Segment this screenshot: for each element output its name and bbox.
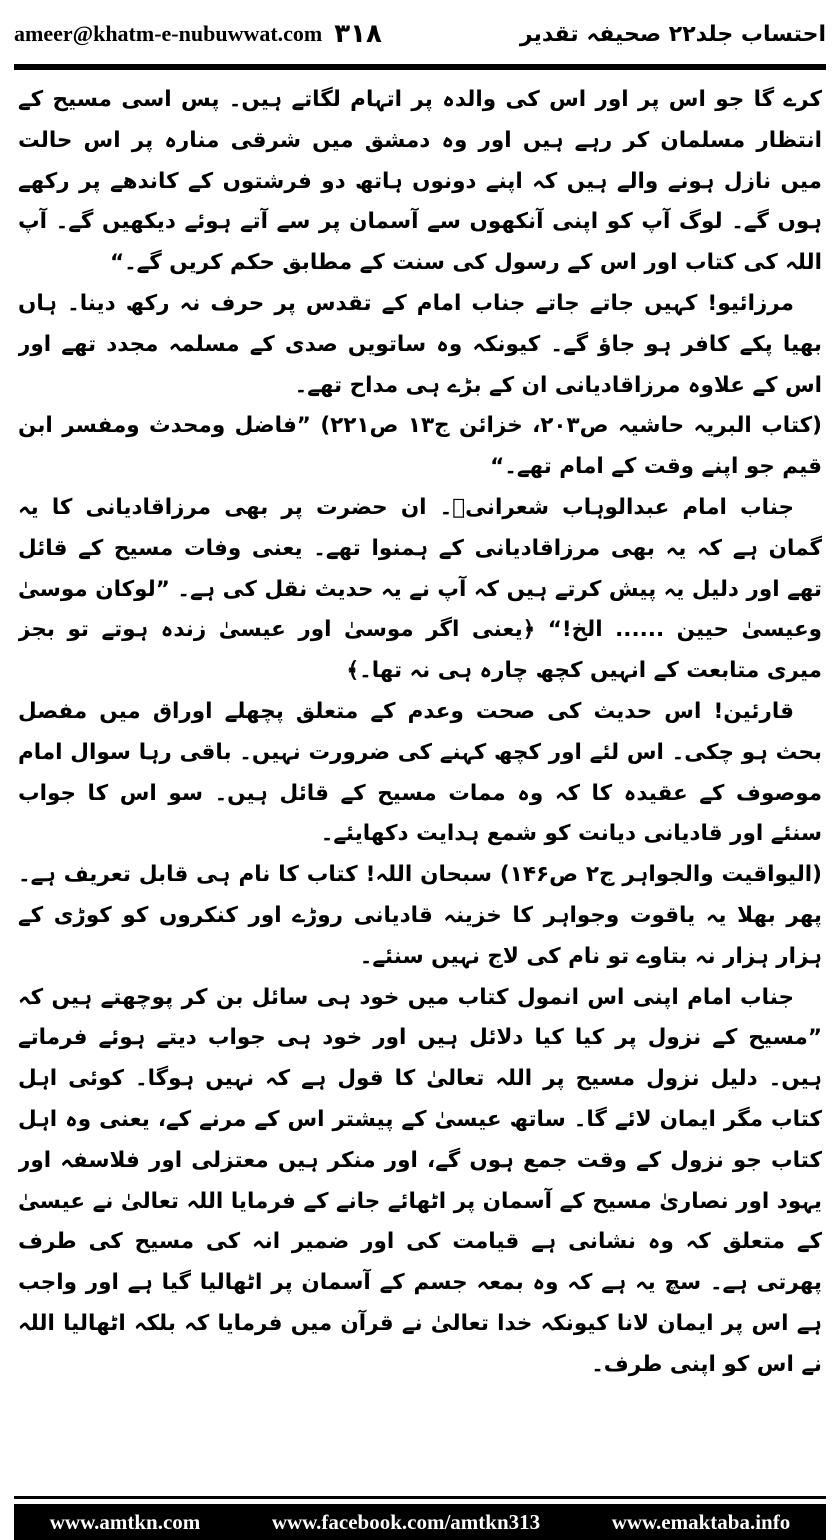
paragraph-1: کرے گا جو اس پر اور اس کی والدہ پر اتہام لگاتے ہیں۔ پس اسی مسیح کے انتظار مسلمان کر رہے ہیں اور وہ دمشق میں شرقی منارہ پر اس حالت میں نازل ہونے والے ہیں کہ اپنے دونوں ہاتھ دو فرشتوں کے کاندھے پر رکھے ہوں گے۔ لوگ آپ کو اپنی آنکھوں سے آسمان پر سے آتے ہوئے دیکھیں گے۔ آپ اللہ کی کتاب اور اس کے رسول کی سنت کے مطابق حکم کریں گے۔“ bbox=[18, 87, 822, 276]
book-title: احتساب جلد۲۲ صحیفہ تقدیر bbox=[519, 21, 826, 47]
paragraph-7: جناب امام اپنی اس انمول کتاب میں خود ہی سائل بن کر پوچھتے ہیں کہ ”مسیح کے نزول پر کیا کیا دلائل ہیں اور خود ہی جواب دیتے ہوئے فرماتے ہیں۔ دلیل نزول مسیح پر اللہ تعالیٰ کا قول ہے کہ نہیں ہوگا۔ کوئی اہل کتاب مگر ایمان لائے گا۔ ساتھ عیسیٰ کے پیشتر اس کے مرنے کے، یعنی وہ اہل کتاب جو نزول کے وقت جمع ہوں گے، اور منکر ہیں معتزلی اور فلاسفہ اور یہود اور نصاریٰ مسیح کے آسمان پر اٹھائے جانے کے فرمایا اللہ تعالیٰ نے عیسیٰ کے متعلق کہ وہ نشانی ہے قیامت کی اور ضمیر انہ کی مسیح کی طرف پھرتی ہے۔ سچ یہ ہے کہ وہ بمعہ جسم کے آسمان پر اٹھالیا گیا ہے اور واجب ہے اس پر ایمان لانا کیونکہ خدا تعالیٰ نے قرآن میں فرمایا کہ بلکہ اٹھالیا اللہ نے اس کو اپنی طرف۔ bbox=[18, 984, 822, 1377]
footer-link-amtkn[interactable]: www.amtkn.com bbox=[49, 1509, 201, 1534]
footer-rule bbox=[14, 1496, 826, 1499]
paragraph-6-reference: (الیواقیت والجواہر ج۲ ص۱۴۶) سبحان اللہ! کتاب کا نام ہی قابل تعریف ہے۔ پھر بھلا یہ یاقوت وجواہر کا خزینہ قادیانی روڑے اور کنکروں کو کوڑی کے ہزار ہزار نہ بتاوے تو نام کی لاج نہیں سنئے۔ bbox=[18, 862, 822, 969]
page-footer bbox=[14, 1504, 826, 1540]
paragraph-2: مرزائیو! کہیں جاتے جاتے جناب امام کے تقدس پر حرف نہ رکھ دینا۔ ہاں بھیا پکے کافر ہو جاؤ گے۔ کیونکہ وہ ساتویں صدی کے مسلمہ مجدد تھے اور اس کے علاوہ مرزاقادیانی ان کے بڑے ہی مداح تھے۔ bbox=[18, 290, 822, 398]
header-left bbox=[14, 19, 382, 49]
paragraph-5: قارئین! اس حدیث کی صحت وعدم کے متعلق پچھلے اوراق میں مفصل بحث ہو چکی۔ اس لئے اور کچھ کہنے کی ضرورت نہیں۔ باقی رہا سوال امام موصوف کے عقیدہ کا کہ وہ ممات مسیح کے قائل ہیں۔ سو اس کا جواب سنئے اور قادیانی دیانت کو شمع ہدایت دکھایئے۔ bbox=[18, 698, 822, 847]
page-number: ۳۱۸ bbox=[334, 19, 382, 49]
paragraph-4: جناب امام عبدالوہاب شعرانیؒ۔ ان حضرت پر بھی مرزاقادیانی کا یہ گمان ہے کہ یہ بھی مرزاقادیانی کے ہمنوا تھے۔ یعنی وفات مسیح کے قائل تھے اور دلیل یہ پیش کرتے ہیں کہ آپ نے یہ حدیث نقل کی ہے۔ ”لوکان موسیٰ وعیسیٰ حیین ...... الخ!“ ﴿یعنی اگر موسیٰ اور عیسیٰ زندہ ہوتے تو بجز میری متابعت کے انہیں کچھ چارہ ہی نہ تھا۔﴾ bbox=[18, 494, 822, 684]
header-email: ameer@khatm-e-nubuwwat.com bbox=[14, 21, 323, 46]
header-rule bbox=[14, 64, 826, 70]
footer-link-facebook[interactable]: www.facebook.com/amtkn313 bbox=[271, 1509, 541, 1534]
page-header bbox=[14, 12, 826, 56]
paragraph-3-reference: (کتاب البریہ حاشیہ ص۲۰۳، خزائن ج۱۳ ص۲۲۱) ”فاضل ومحدث ومفسر ابن قیم جو اپنے وقت کے امام تھے۔“ bbox=[18, 413, 822, 480]
footer-link-emaktaba[interactable]: www.emaktaba.info bbox=[611, 1509, 791, 1534]
page-body bbox=[18, 80, 822, 1495]
